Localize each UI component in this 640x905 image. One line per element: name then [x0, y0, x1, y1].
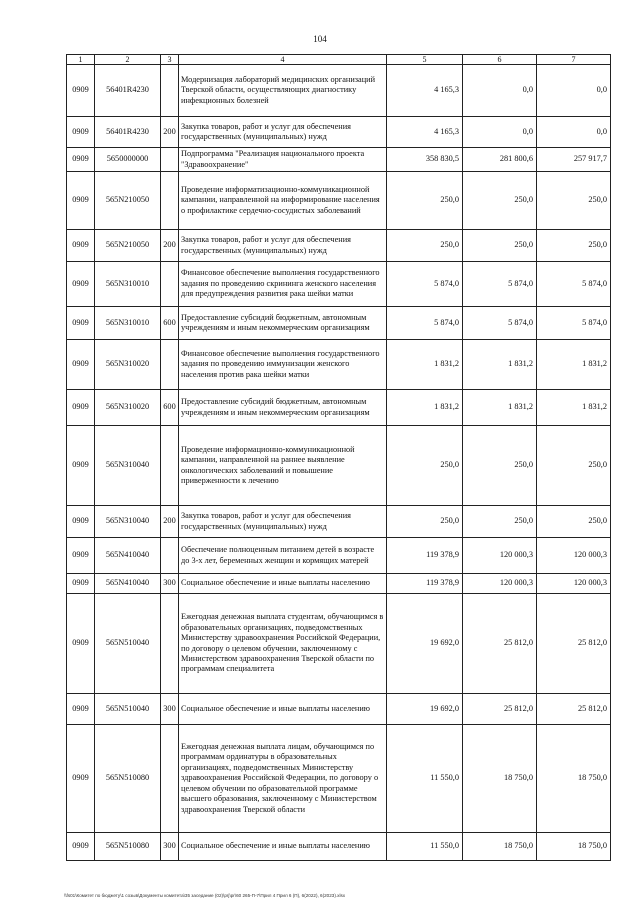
target-article-code: 565N510040 [95, 594, 161, 694]
section-code: 0909 [67, 172, 95, 230]
table-row [67, 230, 611, 262]
table-row [67, 574, 611, 594]
expense-type-code [161, 426, 179, 506]
amount-year-3: 1 831,2 [537, 340, 611, 390]
table-row [67, 262, 611, 307]
item-description: Социальное обеспечение и иные выплаты населению [179, 833, 387, 861]
budget-table [66, 54, 611, 861]
target-article-code: 565N310010 [95, 307, 161, 340]
target-article-code: 565N310020 [95, 390, 161, 426]
item-description: Закупка товаров, работ и услуг для обеспечения государственных (муниципальных) нужд [179, 506, 387, 538]
item-description: Проведение информатизационно-коммуникационной кампании, направленной на информирование населения о профилактике сердечно-сосудистых заболеваний [179, 172, 387, 230]
section-code: 0909 [67, 148, 95, 172]
amount-year-2: 25 812,0 [463, 594, 537, 694]
amount-year-2: 120 000,3 [463, 574, 537, 594]
expense-type-code [161, 340, 179, 390]
amount-year-3: 1 831,2 [537, 390, 611, 426]
table-row [67, 426, 611, 506]
item-description: Ежегодная денежная выплата студентам, обучающимся в образовательных организациях, подведомственных Министерству здравоохранения Российской Федерации, по договору о целевом обучении, заключенному с Министерством здравоохранения Тверской области по программам специалитета [179, 594, 387, 694]
expense-type-code [161, 172, 179, 230]
amount-year-1: 358 830,5 [387, 148, 463, 172]
amount-year-3: 250,0 [537, 172, 611, 230]
amount-year-2: 1 831,2 [463, 340, 537, 390]
column-number: 2 [95, 55, 161, 65]
amount-year-3: 25 812,0 [537, 694, 611, 725]
target-article-code: 56401R4230 [95, 117, 161, 148]
expense-type-code [161, 594, 179, 694]
item-description: Закупка товаров, работ и услуг для обеспечения государственных (муниципальных) нужд [179, 230, 387, 262]
target-article-code: 56401R4230 [95, 65, 161, 117]
amount-year-2: 250,0 [463, 426, 537, 506]
section-code: 0909 [67, 574, 95, 594]
amount-year-1: 250,0 [387, 172, 463, 230]
amount-year-2: 25 812,0 [463, 694, 537, 725]
section-code: 0909 [67, 694, 95, 725]
item-description: Социальное обеспечение и иные выплаты населению [179, 574, 387, 594]
table-row [67, 833, 611, 861]
section-code: 0909 [67, 833, 95, 861]
amount-year-2: 250,0 [463, 230, 537, 262]
table-row [67, 172, 611, 230]
table-row [67, 506, 611, 538]
expense-type-code [161, 65, 179, 117]
table-row [67, 117, 611, 148]
amount-year-1: 5 874,0 [387, 307, 463, 340]
amount-year-2: 281 800,6 [463, 148, 537, 172]
column-number: 4 [179, 55, 387, 65]
amount-year-3: 257 917,7 [537, 148, 611, 172]
expense-type-code [161, 262, 179, 307]
section-code: 0909 [67, 506, 95, 538]
amount-year-3: 25 812,0 [537, 594, 611, 694]
item-description: Модернизация лабораторий медицинских организаций Тверской области, осуществляющих диагностику инфекционных болезней [179, 65, 387, 117]
amount-year-2: 0,0 [463, 65, 537, 117]
amount-year-2: 5 874,0 [463, 307, 537, 340]
table-row [67, 340, 611, 390]
amount-year-1: 5 874,0 [387, 262, 463, 307]
table-row [67, 307, 611, 340]
amount-year-1: 19 692,0 [387, 694, 463, 725]
amount-year-3: 120 000,3 [537, 574, 611, 594]
amount-year-1: 1 831,2 [387, 390, 463, 426]
item-description: Предоставление субсидий бюджетным, автономным учреждениям и иным некоммерческим организациям [179, 390, 387, 426]
table-row [67, 65, 611, 117]
target-article-code: 565N510080 [95, 833, 161, 861]
section-code: 0909 [67, 725, 95, 833]
amount-year-1: 250,0 [387, 506, 463, 538]
amount-year-3: 250,0 [537, 230, 611, 262]
section-code: 0909 [67, 117, 95, 148]
column-number: 3 [161, 55, 179, 65]
section-code: 0909 [67, 307, 95, 340]
amount-year-3: 0,0 [537, 117, 611, 148]
table-row [67, 594, 611, 694]
table-row [67, 538, 611, 574]
amount-year-1: 119 378,9 [387, 538, 463, 574]
expense-type-code: 300 [161, 694, 179, 725]
target-article-code: 565N310020 [95, 340, 161, 390]
table-row [67, 148, 611, 172]
target-article-code: 565N410040 [95, 574, 161, 594]
table-row [67, 725, 611, 833]
amount-year-1: 11 550,0 [387, 725, 463, 833]
section-code: 0909 [67, 426, 95, 506]
amount-year-1: 4 165,3 [387, 117, 463, 148]
section-code: 0909 [67, 230, 95, 262]
column-number: 1 [67, 55, 95, 65]
target-article-code: 565N310010 [95, 262, 161, 307]
item-description: Предоставление субсидий бюджетным, автономным учреждениям и иным некоммерческим организациям [179, 307, 387, 340]
item-description: Обеспечение полноценным питанием детей в возрасте до 3-х лет, беременных женщин и кормящих матерей [179, 538, 387, 574]
amount-year-3: 18 750,0 [537, 833, 611, 861]
item-description: Проведение информационно-коммуникационной кампании, направленной на раннее выявление онкологических заболеваний и повышение приверженности к лечению [179, 426, 387, 506]
expense-type-code: 200 [161, 230, 179, 262]
expense-type-code: 200 [161, 506, 179, 538]
item-description: Финансовое обеспечение выполнения государственного задания по проведению скрининга женского населения для предупреждения развития рака шейки матки [179, 262, 387, 307]
target-article-code: 565N210050 [95, 230, 161, 262]
target-article-code: 565N310040 [95, 426, 161, 506]
amount-year-2: 18 750,0 [463, 833, 537, 861]
table-row [67, 390, 611, 426]
amount-year-3: 0,0 [537, 65, 611, 117]
item-description: Финансовое обеспечение выполнения государственного задания по проведению иммунизации женского населения против рака шейки матки [179, 340, 387, 390]
section-code: 0909 [67, 65, 95, 117]
expense-type-code: 600 [161, 390, 179, 426]
expense-type-code: 300 [161, 833, 179, 861]
amount-year-2: 1 831,2 [463, 390, 537, 426]
column-number: 6 [463, 55, 537, 65]
expense-type-code: 200 [161, 117, 179, 148]
expense-type-code [161, 148, 179, 172]
section-code: 0909 [67, 538, 95, 574]
target-article-code: 5650000000 [95, 148, 161, 172]
item-description: Социальное обеспечение и иные выплаты населению [179, 694, 387, 725]
section-code: 0909 [67, 390, 95, 426]
file-path-footer: \\fs01\Комитет по бюджету\1 созыв\Документы комитета\35 заседание (02)\prj\pr\60 265-П-7\Прил 4 Прил 6 (П), 6(2022), 6(2023).xlsx [64, 893, 346, 898]
amount-year-2: 0,0 [463, 117, 537, 148]
amount-year-2: 5 874,0 [463, 262, 537, 307]
amount-year-3: 120 000,3 [537, 538, 611, 574]
item-description: Ежегодная денежная выплата лицам, обучающимся по программам ординатуры в образовательных организациях, подведомственных Министерству здравоохранения Российской Федерации, по договору о целевом обучении по образовательной программе высшего образования, заключенному с Министерством здравоохранения Тверской области [179, 725, 387, 833]
section-code: 0909 [67, 340, 95, 390]
column-number: 5 [387, 55, 463, 65]
amount-year-3: 5 874,0 [537, 262, 611, 307]
target-article-code: 565N310040 [95, 506, 161, 538]
amount-year-1: 119 378,9 [387, 574, 463, 594]
amount-year-2: 18 750,0 [463, 725, 537, 833]
item-description: Закупка товаров, работ и услуг для обеспечения государственных (муниципальных) нужд [179, 117, 387, 148]
expense-type-code: 300 [161, 574, 179, 594]
target-article-code: 565N410040 [95, 538, 161, 574]
target-article-code: 565N210050 [95, 172, 161, 230]
table-row [67, 694, 611, 725]
amount-year-3: 250,0 [537, 426, 611, 506]
column-number: 7 [537, 55, 611, 65]
expense-type-code [161, 725, 179, 833]
amount-year-1: 19 692,0 [387, 594, 463, 694]
expense-type-code [161, 538, 179, 574]
target-article-code: 565N510040 [95, 694, 161, 725]
page-number: 104 [313, 34, 327, 44]
amount-year-2: 120 000,3 [463, 538, 537, 574]
amount-year-3: 250,0 [537, 506, 611, 538]
amount-year-2: 250,0 [463, 506, 537, 538]
column-number-row [67, 55, 611, 65]
amount-year-1: 11 550,0 [387, 833, 463, 861]
expense-type-code: 600 [161, 307, 179, 340]
section-code: 0909 [67, 262, 95, 307]
amount-year-1: 250,0 [387, 230, 463, 262]
amount-year-1: 4 165,3 [387, 65, 463, 117]
section-code: 0909 [67, 594, 95, 694]
item-description: Подпрограмма "Реализация национального проекта "Здравоохранение" [179, 148, 387, 172]
amount-year-1: 250,0 [387, 426, 463, 506]
amount-year-2: 250,0 [463, 172, 537, 230]
target-article-code: 565N510080 [95, 725, 161, 833]
amount-year-3: 5 874,0 [537, 307, 611, 340]
amount-year-3: 18 750,0 [537, 725, 611, 833]
amount-year-1: 1 831,2 [387, 340, 463, 390]
